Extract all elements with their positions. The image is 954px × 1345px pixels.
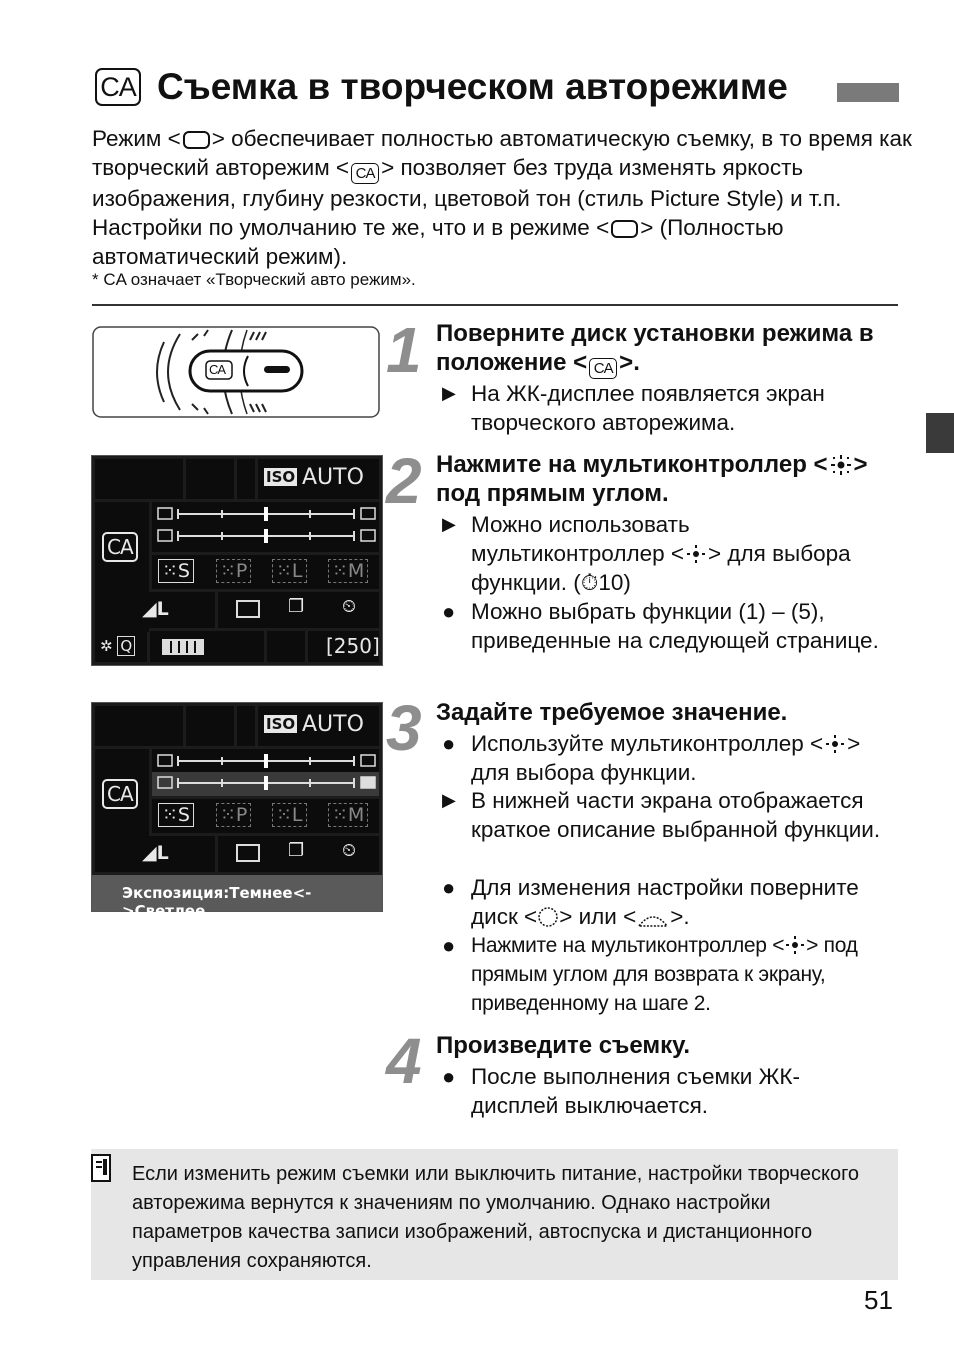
lcd-mode-label: CA <box>107 782 133 806</box>
full-auto-mode-icon <box>183 131 210 149</box>
arrow-bullet-icon: ▶ <box>442 790 456 810</box>
step-number-2: 2 <box>386 445 422 517</box>
multi-controller-icon <box>823 733 847 755</box>
title-decor-bar <box>837 83 899 102</box>
ca-mode-icon <box>102 532 138 562</box>
mode-dial-illustration <box>92 326 380 418</box>
divider-rule <box>92 304 898 306</box>
picture-style-landscape: ⁙L <box>272 803 307 827</box>
dot-bullet-icon: ● <box>442 875 456 900</box>
page-number: 51 <box>864 1285 893 1315</box>
lcd-mode-label: CA <box>107 535 133 559</box>
drive-single-icon <box>236 844 260 862</box>
intro-text-4: > (Полностью автоматический режим). <box>92 215 784 269</box>
dot-bullet-icon: ● <box>442 731 456 756</box>
step-2-title-end: > под прямым углом. <box>436 451 868 507</box>
style-label: L <box>291 560 303 582</box>
bullet-text-part: > или < <box>559 904 637 929</box>
ca-mode-icon <box>95 68 141 106</box>
intro-text-2: > обеспечивает полностью автоматическую съемку, в то время как творческий авторежим < <box>92 126 912 180</box>
style-label: M <box>347 804 365 826</box>
step-1-title-text: Поверните диск установки режима в положение < <box>436 320 874 376</box>
step-2-bullet-1 <box>436 510 886 597</box>
bullet-text: Можно выбрать функции (1) – (5), приведенные на следующей странице. <box>471 599 879 653</box>
camera-lcd-screen-1 <box>91 455 383 666</box>
bullet-text <box>471 931 886 1018</box>
step-1-title <box>436 319 876 379</box>
mode-dial-figure <box>92 326 380 418</box>
timer-value: 10 <box>598 570 624 595</box>
step-1-title-end: >. <box>619 349 640 376</box>
picture-style-portrait: ⁙P <box>216 803 251 827</box>
style-label: P <box>235 804 248 826</box>
bullet-text-part: Используйте мультиконтроллер < <box>471 731 824 756</box>
drive-single-icon <box>236 600 260 618</box>
picture-style-landscape: ⁙L <box>272 559 307 583</box>
full-auto-mode-icon <box>611 220 638 238</box>
step-4-title: Произведите съемку. <box>436 1032 691 1059</box>
ca-mode-icon: CA <box>589 358 617 379</box>
quality-label: L <box>156 842 169 864</box>
dot-bullet-icon: ● <box>442 599 456 624</box>
bullet-text-part: >. <box>670 904 690 929</box>
intro-footnote: * CA означает «Творческий авто режим». <box>92 270 416 289</box>
style-label: L <box>291 804 303 826</box>
self-timer-icon: ⏲ <box>342 840 357 861</box>
main-dial-icon <box>537 906 559 928</box>
bullet-text-part: > для выбора функции. <box>471 731 861 785</box>
ca-mode-icon <box>102 779 138 809</box>
bullet-text-part: > для выбора функции. ( <box>471 541 851 595</box>
bullet-text-part: Нажмите на мультиконтроллер < <box>471 934 785 957</box>
bullet-text <box>471 510 886 597</box>
step-number-3: 3 <box>386 692 422 764</box>
bullet-text: В нижней части экрана отображается краткое описание выбранной функции. <box>471 788 881 842</box>
step-2-title <box>436 450 886 508</box>
quality-setting: ◢L <box>142 598 169 620</box>
iso-value: AUTO <box>302 712 364 737</box>
chapter-tab-marker <box>926 413 954 453</box>
style-label: M <box>347 560 365 582</box>
picture-style-standard: ⁙S <box>158 559 194 583</box>
intro-text-1: Режим < <box>92 126 181 151</box>
quality-setting: ◢L <box>142 842 169 864</box>
dot-bullet-icon: ● <box>442 1064 456 1089</box>
note-text: Если изменить режим съемки или выключить питание, настройки творческого авторежима вернутся к значениям по умолчанию. Однако настройки параметров качества записи изображений, автоспуска и дистанционного управления сохраняются. <box>132 1163 860 1272</box>
step-3-title: Задайте требуемое значение. <box>436 699 788 726</box>
bullet-text-part: ) <box>623 570 631 595</box>
memo-note-icon <box>90 1153 114 1183</box>
drive-continuous-icon: ❐ <box>288 840 305 861</box>
step-3-bullet-2 <box>436 786 886 844</box>
flash-q-icon: ✲ Q <box>100 637 135 655</box>
bullet-text <box>471 873 886 931</box>
ca-mode-icon: CA <box>351 163 379 184</box>
bullet-text-part: Для изменения настройки поверните диск < <box>471 875 859 929</box>
bullet-text: На ЖК-дисплее появляется экран творческого авторежима. <box>471 381 825 435</box>
arrow-bullet-icon: ▶ <box>442 514 456 534</box>
multi-controller-icon <box>828 454 854 476</box>
quality-label: L <box>156 598 169 620</box>
picture-style-portrait: ⁙P <box>216 559 251 583</box>
function-description: Экспозиция:Темнее<->Светлее <box>122 884 312 920</box>
picture-style-monochrome: ⁙M <box>328 559 368 583</box>
step-number-4: 4 <box>386 1025 422 1097</box>
step-4-bullet-1 <box>436 1062 856 1120</box>
camera-lcd-screen-2 <box>91 702 383 920</box>
ca-mode-icon-label: CA <box>100 71 136 102</box>
self-timer-icon: ⏲ <box>342 596 357 617</box>
step-1-bullet-1 <box>436 379 886 437</box>
arrow-bullet-icon: ▶ <box>442 383 456 403</box>
background-blur-slider <box>156 506 378 546</box>
bullet-text-part: > под прямым углом для возврата к экрану, приведенному на шаге 2. <box>471 934 858 1015</box>
drive-continuous-icon: ❐ <box>288 596 305 617</box>
step-3-bullet-3 <box>436 873 886 931</box>
quick-control-dial-icon <box>636 906 670 928</box>
page-title-row <box>95 62 788 112</box>
picture-style-standard: ⁙S <box>158 803 194 827</box>
iso-icon: ISO <box>266 468 296 486</box>
style-label: S <box>177 804 190 826</box>
q-label: Q <box>117 636 135 656</box>
step-2-title-text: Нажмите на мультиконтроллер < <box>436 451 828 478</box>
intro-paragraph <box>92 124 912 271</box>
style-label: S <box>177 560 190 582</box>
multi-controller-icon <box>784 934 806 956</box>
dot-bullet-icon: ● <box>442 933 455 958</box>
battery-icon <box>162 639 204 655</box>
shots-remaining: [250] <box>326 634 380 658</box>
timer-icon: ⏱ <box>580 570 599 595</box>
iso-icon: ISO <box>266 715 296 733</box>
bullet-text: После выполнения съемки ЖК-дисплей выключается. <box>471 1064 800 1118</box>
picture-style-monochrome: ⁙M <box>328 803 368 827</box>
bullet-text-part: Можно использовать мультиконтроллер < <box>471 512 690 566</box>
multi-controller-icon <box>684 543 708 565</box>
step-3-bullet-4 <box>436 931 886 1018</box>
step-number-1: 1 <box>386 314 422 386</box>
step-3-bullet-1 <box>436 729 886 787</box>
page-title: Съемка в творческом авторежиме <box>157 66 788 107</box>
intro-text-3: > позволяет без труда изменять яркость изображения, глубину резкости, цветовой тон (стиль Picture Style) и т.п. Настройки по умолчанию те же, что и в режиме < <box>92 155 842 240</box>
exposure-slider <box>156 753 378 793</box>
bullet-text <box>471 729 886 787</box>
dial-ca-label: CA <box>209 362 226 377</box>
style-label: P <box>235 560 248 582</box>
step-2-bullet-2 <box>436 597 886 655</box>
iso-value: AUTO <box>302 465 364 490</box>
